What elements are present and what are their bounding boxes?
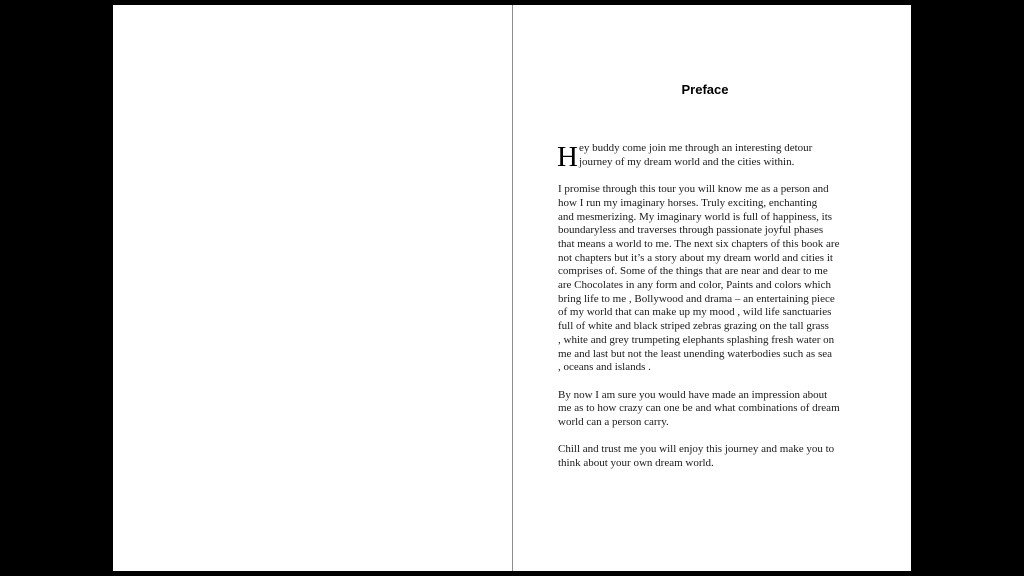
left-page[interactable] <box>113 5 513 571</box>
paragraph-promise: I promise through this tour you will know me as a person and how I run my imaginary horses. Truly exciting, enchanting and mesmerizing. My imaginary world is full of happiness, its boundaryless and traverses through passionate joyful phases that means a world to me. The next six chapters of this book are not chapters but it’s a story about my dream world and cities it comprises of. Some of the things that are near and dear to me are Chocolates in any form and color, Paints and colors which bring life to me , Bollywood and drama – an entertaining piece of my world that can make up my mood , wild life sanctuaries full of white and black striped zebras grazing on the tall grass , white and grey trumpeting elephants splashing fresh water on me and last but not the least unending waterbodies such as sea , oceans and islands . <box>558 183 840 374</box>
dropcap-letter: H <box>557 141 578 173</box>
paragraph-intro-text: ey buddy come join me through an interesting detour journey of my dream world and the cities within. <box>578 142 813 168</box>
right-page[interactable] <box>513 5 911 571</box>
paragraph-closing: Chill and trust me you will enjoy this journey and make you to think about your own dream world. <box>558 443 835 470</box>
page-title: Preface <box>681 82 729 97</box>
preface-body <box>558 142 858 485</box>
page-spread <box>113 5 911 571</box>
paragraph-impression: By now I am sure you would have made an impression about me as to how crazy can one be and what combinations of dream world can a person carry. <box>558 388 840 429</box>
paragraph-intro <box>557 141 858 173</box>
